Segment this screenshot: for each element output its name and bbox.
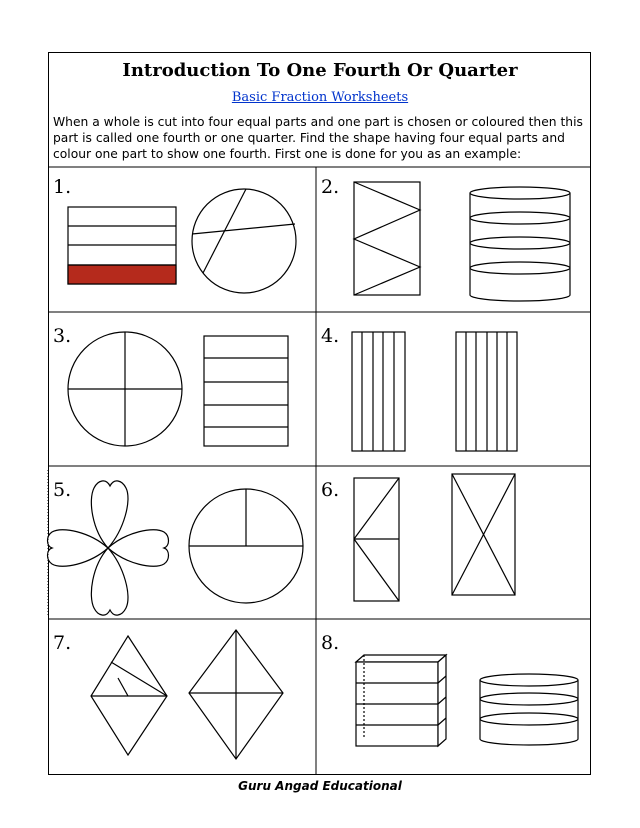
question-number-2: 2.	[321, 176, 340, 198]
q7-kite-shape-a[interactable]	[91, 636, 167, 755]
q2-rectangle-shape[interactable]	[354, 182, 420, 295]
q4-rectangle-shape-a[interactable]	[352, 332, 405, 451]
footer-text: Guru Angad Educational	[238, 779, 402, 793]
question-number-4: 4.	[321, 325, 340, 347]
question-number-7: 7.	[53, 632, 72, 654]
q6-rectangle-shape-a[interactable]	[354, 478, 399, 601]
q1-rectangle-shape[interactable]	[68, 207, 176, 284]
q1-circle-shape[interactable]	[192, 189, 296, 293]
question-number-3: 3.	[53, 325, 72, 347]
q6-rectangle-shape-b[interactable]	[452, 474, 515, 595]
question-number-6: 6.	[321, 479, 340, 501]
question-number-1: 1.	[53, 176, 72, 198]
q5-flower-shape[interactable]	[48, 481, 169, 615]
instructions-text: When a whole is cut into four equal parts and one part is chosen or coloured then this part is called one fourth or one quarter. Find the shape having four equal parts and colour one part to show one fourth. First one is done for you as an example:	[53, 115, 583, 161]
q8-cuboid-shape[interactable]	[356, 655, 446, 746]
worksheet-link[interactable]: Basic Fraction Worksheets	[231, 90, 409, 105]
worksheet-title: Introduction To One Fourth Or Quarter	[122, 60, 518, 81]
question-number-8: 8.	[321, 632, 340, 654]
q3-circle-shape[interactable]	[68, 332, 182, 446]
q1-colored-part	[68, 265, 176, 284]
q4-rectangle-shape-b[interactable]	[456, 332, 517, 451]
q5-circle-shape[interactable]	[189, 489, 303, 603]
q2-cylinder-shape[interactable]	[470, 187, 570, 301]
q3-rectangle-shape[interactable]	[204, 336, 288, 446]
q7-kite-shape-b[interactable]	[189, 630, 283, 759]
question-number-5: 5.	[53, 479, 72, 501]
q8-cylinder-shape[interactable]	[480, 674, 578, 745]
